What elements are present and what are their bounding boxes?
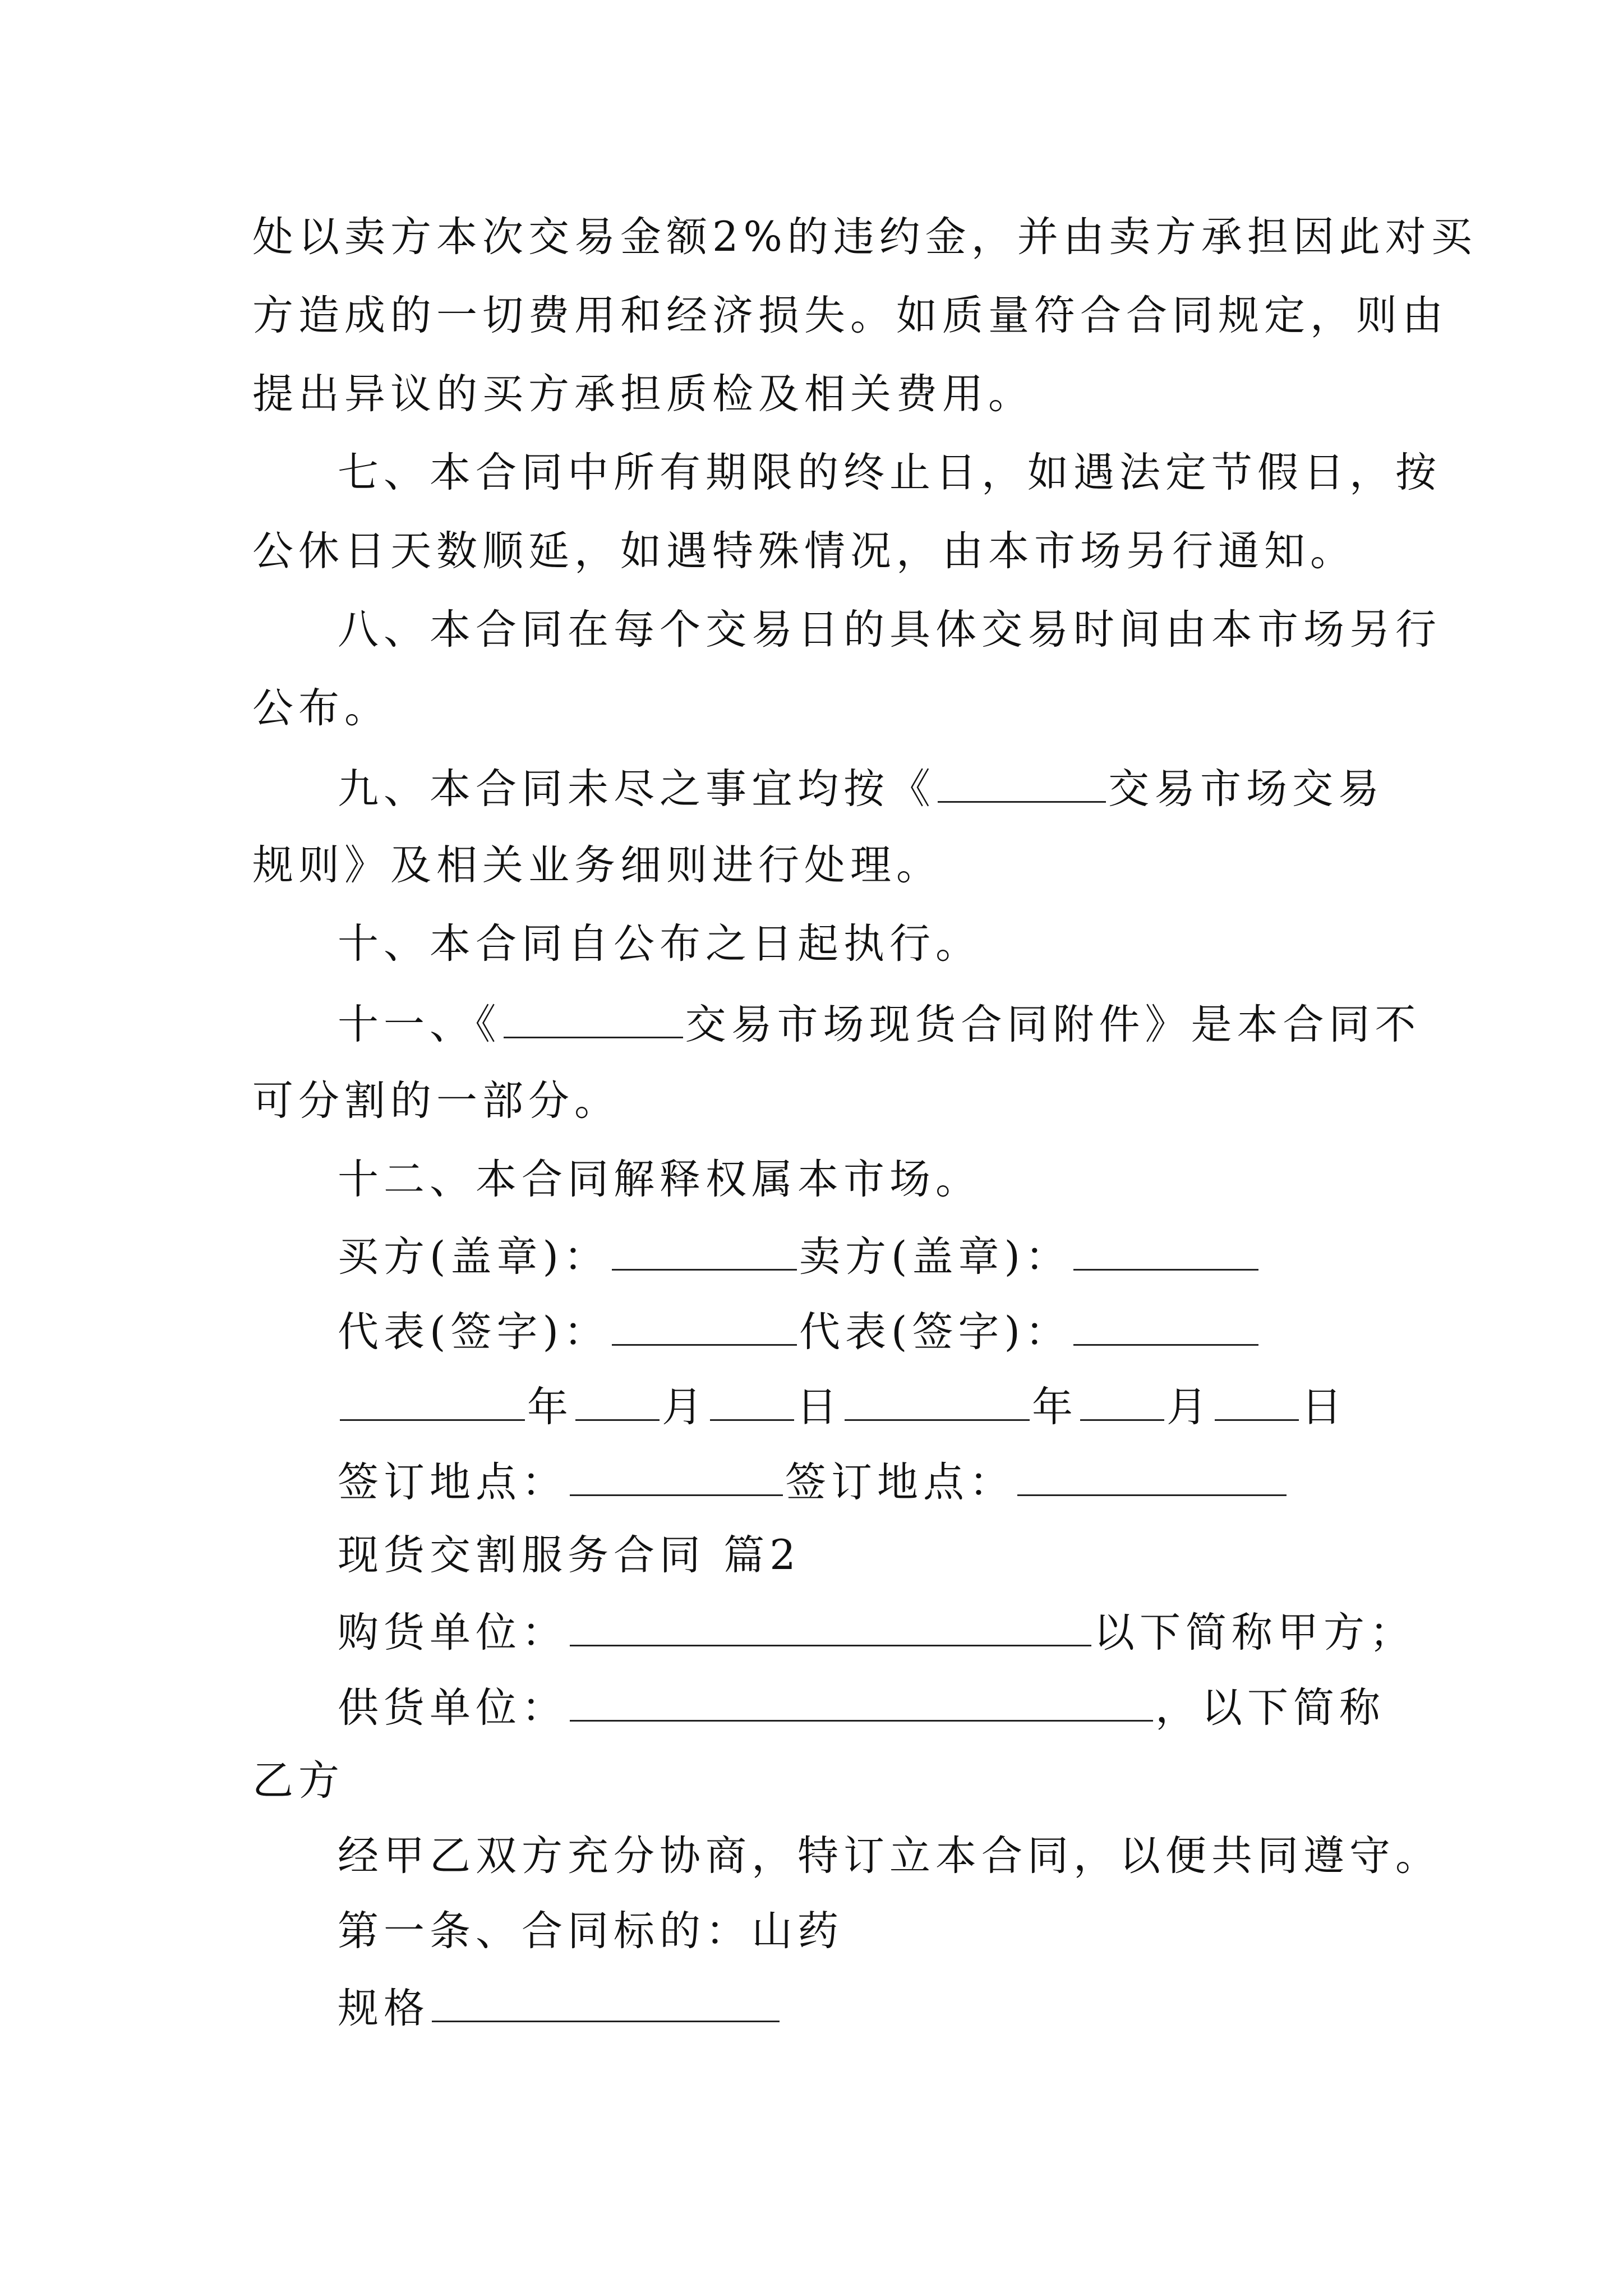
clause-nine-text-2: 交易市场交易 bbox=[1108, 765, 1384, 813]
seller-seal-label: 卖方(盖章)： bbox=[799, 1233, 1071, 1281]
signing-place-blank bbox=[1017, 1460, 1287, 1496]
paragraph-line: 公休日天数顺延，如遇特殊情况，由本市场另行通知。 bbox=[252, 527, 1356, 575]
buyer-seal-label: 买方(盖章)： bbox=[338, 1233, 610, 1281]
clause-eleven-text-2: 交易市场现货合同附件》是本合同不 bbox=[685, 1001, 1421, 1048]
clause-eleven bbox=[338, 1001, 1421, 1048]
paragraph-line: 规则》及相关业务细则进行处理。 bbox=[252, 841, 942, 889]
paragraph-line: 可分割的一部分。 bbox=[252, 1077, 620, 1125]
year-label: 年 bbox=[527, 1383, 573, 1431]
month-blank bbox=[575, 1384, 660, 1421]
clause-seven: 七、本合同中所有期限的终止日，如遇法定节假日，按 bbox=[338, 449, 1441, 496]
day-label: 日 bbox=[796, 1383, 842, 1431]
blank-field bbox=[504, 1002, 683, 1038]
buyer-unit-label: 购货单位： bbox=[338, 1609, 568, 1657]
day-label: 日 bbox=[1301, 1383, 1347, 1431]
buyer-rep-label: 代表(签字)： bbox=[338, 1308, 610, 1356]
buyer-seal-blank bbox=[612, 1234, 797, 1271]
clause-ten: 十、本合同自公布之日起执行。 bbox=[338, 920, 981, 968]
clause-nine bbox=[338, 765, 1384, 813]
month-blank bbox=[1080, 1384, 1164, 1421]
paragraph-line: 方造成的一切费用和经济损失。如质量符合合同规定，则由 bbox=[252, 292, 1448, 339]
year-blank bbox=[845, 1384, 1030, 1421]
supplier-unit-suffix: ，以下简称 bbox=[1155, 1684, 1385, 1732]
date-line bbox=[338, 1383, 1347, 1431]
day-blank bbox=[1215, 1384, 1299, 1421]
signing-place-line bbox=[338, 1458, 1289, 1506]
supplier-unit-blank bbox=[570, 1685, 1153, 1722]
spec-line bbox=[338, 1985, 782, 2032]
paragraph-line: 处以卖方本次交易金额2%的违约金，并由卖方承担因此对买 bbox=[252, 213, 1477, 261]
month-label: 月 bbox=[662, 1383, 708, 1431]
buyer-unit-blank bbox=[570, 1610, 1091, 1646]
representative-line bbox=[338, 1308, 1261, 1356]
clause-eight: 八、本合同在每个交易日的具体交易时间由本市场另行 bbox=[338, 606, 1441, 654]
day-blank bbox=[710, 1384, 794, 1421]
month-label: 月 bbox=[1166, 1383, 1212, 1431]
blank-field bbox=[938, 766, 1106, 803]
article-one: 第一条、合同标的：山药 bbox=[338, 1907, 843, 1955]
supplier-unit-label: 供货单位： bbox=[338, 1684, 568, 1732]
year-label: 年 bbox=[1032, 1383, 1078, 1431]
supplier-unit-line bbox=[338, 1684, 1385, 1732]
signing-place-blank bbox=[570, 1460, 783, 1496]
paragraph-line: 提出异议的买方承担质检及相关费用。 bbox=[252, 370, 1034, 418]
clause-nine-text: 九、本合同未尽之事宜均按《 bbox=[338, 765, 935, 813]
seller-rep-label: 代表(签字)： bbox=[799, 1308, 1071, 1356]
clause-twelve: 十二、本合同解释权属本市场。 bbox=[338, 1156, 981, 1203]
year-blank bbox=[340, 1384, 525, 1421]
paragraph-line: 乙方 bbox=[252, 1757, 344, 1805]
spec-label: 规格 bbox=[338, 1985, 430, 2032]
paragraph-line: 公布。 bbox=[252, 684, 390, 732]
clause-eleven-text: 十一、《 bbox=[338, 1001, 501, 1048]
spec-blank bbox=[432, 1986, 780, 2022]
seller-seal-blank bbox=[1073, 1234, 1258, 1271]
section-title: 现货交割服务合同 篇2 bbox=[338, 1531, 801, 1579]
buyer-unit-line bbox=[338, 1609, 1415, 1657]
signing-place-label: 签订地点： bbox=[785, 1458, 1015, 1506]
intro-paragraph: 经甲乙双方充分协商，特订立本合同，以便共同遵守。 bbox=[338, 1832, 1441, 1880]
seal-line bbox=[338, 1233, 1261, 1281]
buyer-unit-suffix: 以下简称甲方； bbox=[1094, 1609, 1415, 1657]
buyer-rep-blank bbox=[612, 1309, 797, 1346]
seller-rep-blank bbox=[1073, 1309, 1258, 1346]
signing-place-label: 签订地点： bbox=[338, 1458, 568, 1506]
